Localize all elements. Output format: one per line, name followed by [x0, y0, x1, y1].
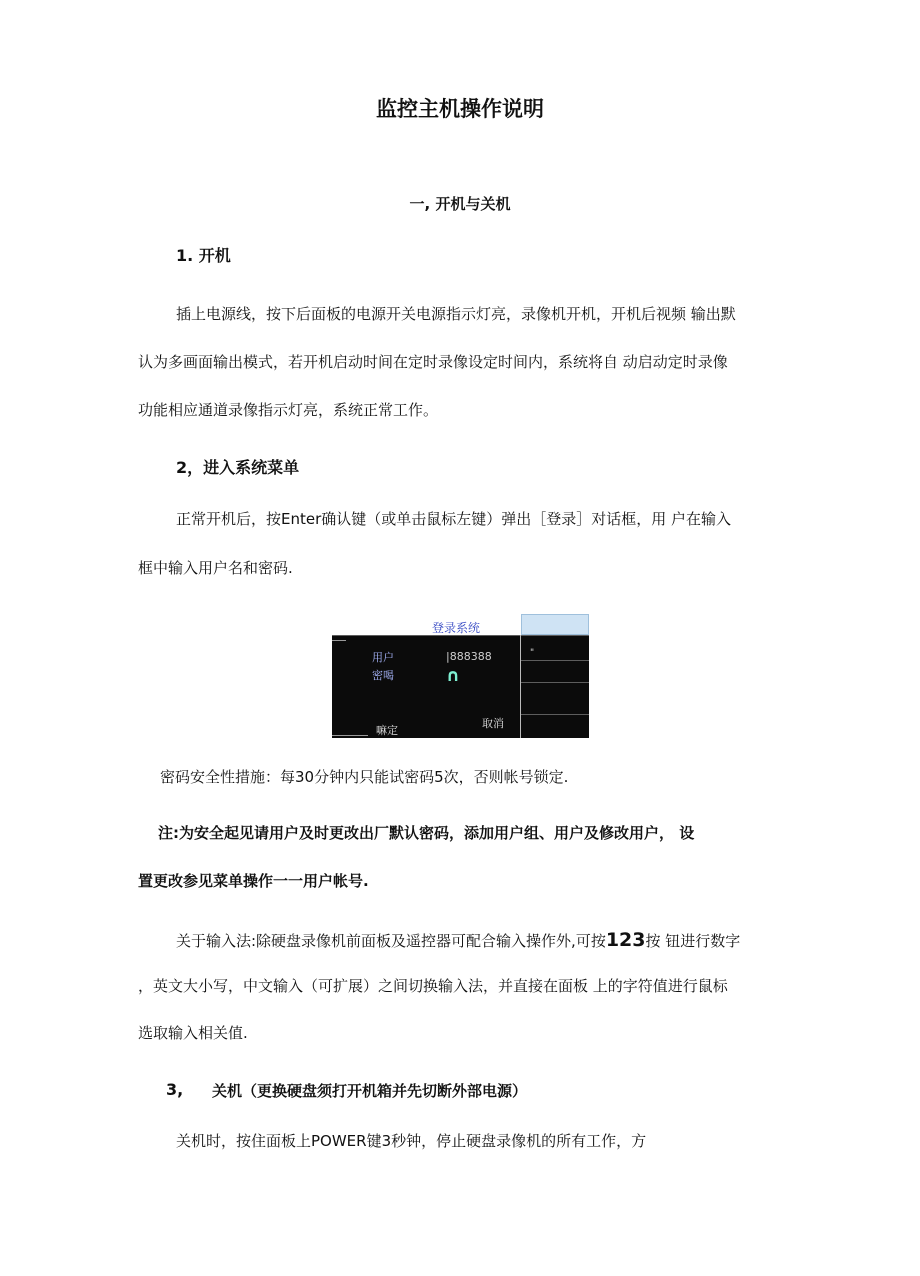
- dialog-divider: [332, 640, 346, 641]
- dialog-divider: [521, 682, 589, 683]
- note-line2: 置更改参见菜单操作一一用户帐号.: [138, 872, 369, 890]
- password-label: 密喝: [372, 669, 394, 682]
- login-dialog: [332, 614, 589, 738]
- cancel-button[interactable]: 取消: [482, 717, 504, 730]
- page-title: 监控主机操作说明: [376, 97, 544, 121]
- dialog-mark: ": [530, 648, 535, 658]
- paragraph-input-line2: ，英文大小写，中文输入（可扩展）之间切换输入法，并直接在面板 上的字符值进行鼠标: [138, 977, 728, 995]
- paragraph-power-on-line1: 插上电源线，按下后面板的电源开关电源指示灯亮，录像机开机，开机后视频 输出默: [176, 305, 736, 323]
- dialog-divider: [521, 660, 589, 661]
- paragraph-menu-line2: 框中输入用户名和密码.: [138, 559, 293, 577]
- dialog-title: 登录系统: [432, 621, 481, 635]
- paragraph-menu-line1: 正常开机后，按Enter确认键（或单击鼠标左键）弹出［登录］对话框，用 户在输入: [176, 510, 732, 528]
- paragraph-power-on-line3: 功能相应通道录像指示灯亮，系统正常工作。: [138, 401, 439, 419]
- paragraph-input-line1: [176, 929, 740, 951]
- paragraph-shutdown-line1: 关机时，按住面板上POWER键3秒钟，停止硬盘录像机的所有工作，方: [176, 1132, 647, 1150]
- note-line1: 注:为安全起见请用户及时更改出厂默认密码，添加用户组、用户及修改用户， 设: [158, 824, 695, 842]
- user-label: 用户: [372, 651, 394, 664]
- heading-system-menu: 2，进入系统菜单: [176, 458, 300, 477]
- heading-shutdown: 关机（更换硬盘须打开机箱并先切断外部电源）: [212, 1082, 528, 1100]
- ok-button[interactable]: 嘛定: [376, 724, 398, 737]
- dialog-divider: [332, 635, 589, 636]
- paragraph-input-line3: 选取输入相关值.: [138, 1024, 248, 1042]
- dialog-divider: [332, 735, 368, 736]
- dialog-divider: [521, 714, 589, 715]
- input-method-number: 123: [605, 929, 646, 951]
- heading-shutdown-number: 3,: [166, 1080, 184, 1099]
- dialog-vertical-divider: [520, 635, 521, 738]
- input-method-text-b: 按 钮进行数字: [645, 932, 741, 950]
- user-input[interactable]: |888388: [446, 650, 492, 663]
- heading-power-on: 1. 开机: [176, 246, 231, 265]
- password-input[interactable]: ∩: [446, 666, 460, 686]
- password-security-note: 密码安全性措施：每30分钟内只能试密码5次，否则帐号锁定.: [160, 768, 569, 786]
- section-heading: 一, 开机与关机: [409, 195, 511, 213]
- paragraph-power-on-line2: 认为多画面输出模式，若开机启动时间在定时录像设定时间内，系统将自 动启动定时录像: [138, 353, 728, 371]
- input-method-text-a: 关于输入法:除硬盘录像机前面板及遥控器可配合输入操作外,可按: [176, 932, 606, 950]
- dialog-title-corner: [521, 614, 589, 635]
